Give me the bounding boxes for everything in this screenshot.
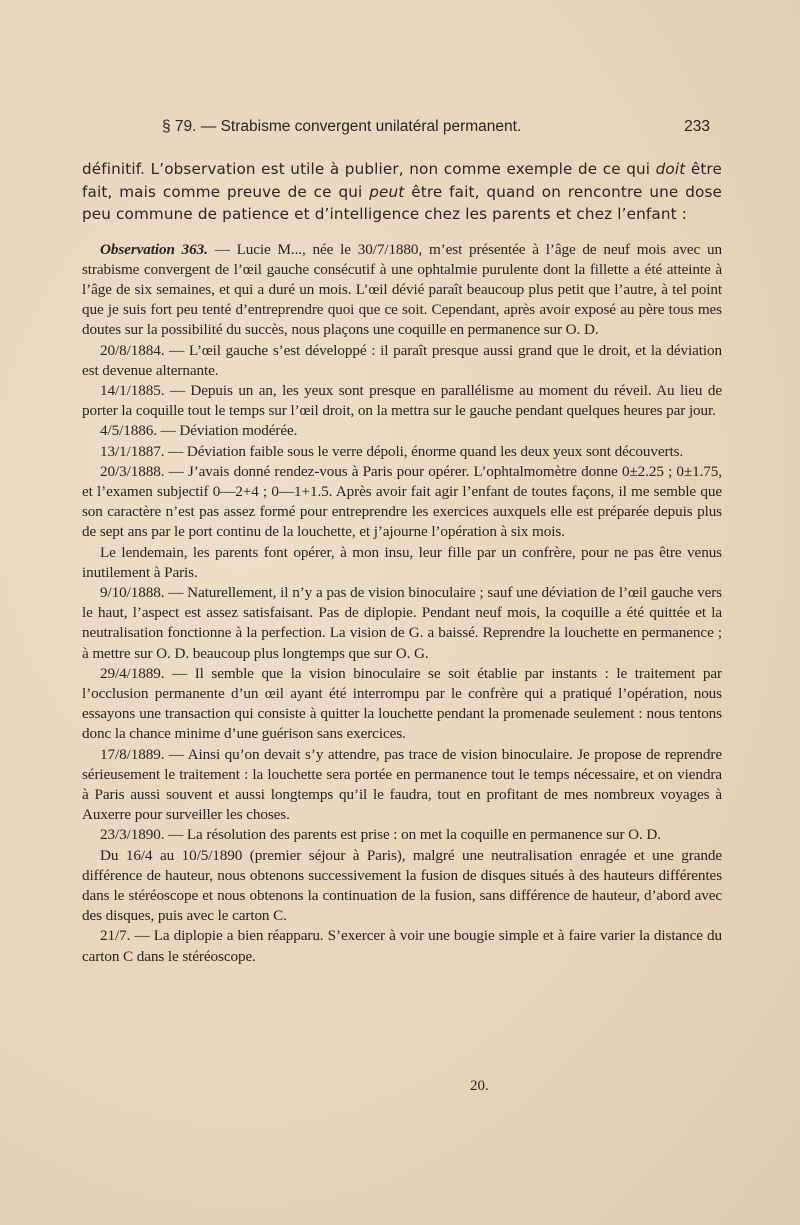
signature-mark: 20.: [470, 1078, 489, 1094]
lead-text-2: être fait, mais comme preuve de ce qui: [82, 160, 722, 201]
book-page: [82, 118, 722, 967]
observation-entry: 13/1/1887. — Déviation faible sous le verre dépoli, énorme quand les deux yeux sont découverts.: [100, 442, 684, 460]
observation-entry: Du 16/4 au 10/5/1890 (premier séjour à Paris), malgré une neutralisation enragée et une grande différence de hauteur, nous obtenons successivement la fusion de disques situés à des hauteurs différentes dans le stéréoscope et nous obtenons la continuation de la fusion, sans différence de hauteur, d’abord avec des disques, puis avec le carton C.: [82, 846, 722, 925]
observation-entry: 20/3/1888. — J’avais donné rendez-vous à Paris pour opérer. L’ophtalmomètre donne 0±2.25 ; 0±1.75, et l’examen subjectif 0—2+4 ; 0—1+1.5. Après avoir fait agir l’enfant de toutes façons, il me semble que son caractère n’est pas assez formé pour entreprendre les exercices auxquels elle est préparée depuis plus de sept ans par le port continu de la louchette, et j’ajourne l’opération à six mois.: [82, 462, 722, 541]
observation-entry: 23/3/1890. — La résolution des parents est prise : on met la coquille en permanence sur O. D.: [100, 826, 661, 844]
observation-entry: 9/10/1888. — Naturellement, il n’y a pas de vision binoculaire ; sauf une déviation de l’œil gauche vers le haut, l’aspect est assez satisfaisant. Pas de diplopie. Pendant neuf mois, la coquille a été quittée et la neutralisation fonctionne à la perfection. La vision de G. a baissé. Reprendre la louchette en permanence ; à mettre sur O. D. beaucoup plus longtemps que sur O. G.: [82, 583, 722, 662]
observation-label: Observation 363.: [100, 240, 208, 258]
running-head: [82, 118, 722, 142]
observation-entry: 4/5/1886. — Déviation modérée.: [100, 422, 298, 440]
observation-entry: 21/7. — La diplopie a bien réapparu. S’exercer à voir une bougie simple et à faire varier la distance du carton C dans le stéréoscope.: [82, 927, 722, 965]
observation-entry: Le lendemain, les parents font opérer, à mon insu, leur fille par un confrère, pour ne pas être venus inutilement à Paris.: [82, 543, 722, 581]
section-title: § 79. — Strabisme convergent unilatéral permanent.: [162, 118, 522, 135]
lead-emphasis-2: peut: [369, 182, 405, 201]
lead-paragraph: [82, 158, 722, 226]
observation-block: [82, 240, 722, 967]
observation-paragraph: [82, 240, 722, 341]
lead-emphasis-1: doit: [655, 160, 686, 178]
lead-text-1: définitif. L’observation est utile à publier, non comme exemple de ce qui: [82, 160, 656, 178]
observation-entry: 14/1/1885. — Depuis un an, les yeux sont presque en parallélisme au moment du réveil. Au lieu de porter la coquille tout le temps sur l’œil droit, on la mettra sur le gauche pendant quelques heures par jour.: [82, 381, 722, 420]
observation-entry: 29/4/1889. — Il semble que la vision binoculaire se soit établie par instants : le traitement par l’occlusion permanente d’un œil ayant été interrompu par le confrère qui a pratiqué l’opération, nous essayons une transaction qui consiste à quitter la louchette pendant la promenade seulement : nous tentons donc la chance minime d’une guérison sans exercices.: [82, 664, 722, 743]
observation-text: — Lucie M..., née le 30/7/1880, m’est présentée à l’âge de neuf mois avec un strabisme convergent de l’œil gauche consécutif à une ophtalmie purulente dont la fillette a été atteinte à l’âge de six semaines, et qui a duré un mois. L’œil dévié paraît beaucoup plus petit que l’autre, à tel point que je suis fort peu tenté d’entreprendre quoi que ce soit. Cependant, après avoir exposé au père tous mes doutes sur la possibilité du succès, nous plaçons une coquille en permanence sur O. D.: [82, 240, 723, 339]
observation-entry: 20/8/1884. — L’œil gauche s’est développé : il paraît presque aussi grand que le droit, et la déviation est devenue alternante.: [82, 341, 722, 379]
lead-text-3: être fait, quand on rencontre une dose peu commune de patience et d’intelligence chez les parents et chez l’enfant :: [82, 182, 723, 223]
observation-entry: 17/8/1889. — Ainsi qu’on devait s’y attendre, pas trace de vision binoculaire. Je propose de reprendre sérieusement le traitement : la louchette sera portée en permanence tout le temps nécessaire, et on viendra à Paris aussi souvent et aussi longtemps qu’il le faudra, tout en profitant de mes nombreux voyages à Auxerre pour surveiller les choses.: [82, 745, 722, 824]
page-number: 233: [684, 118, 710, 135]
